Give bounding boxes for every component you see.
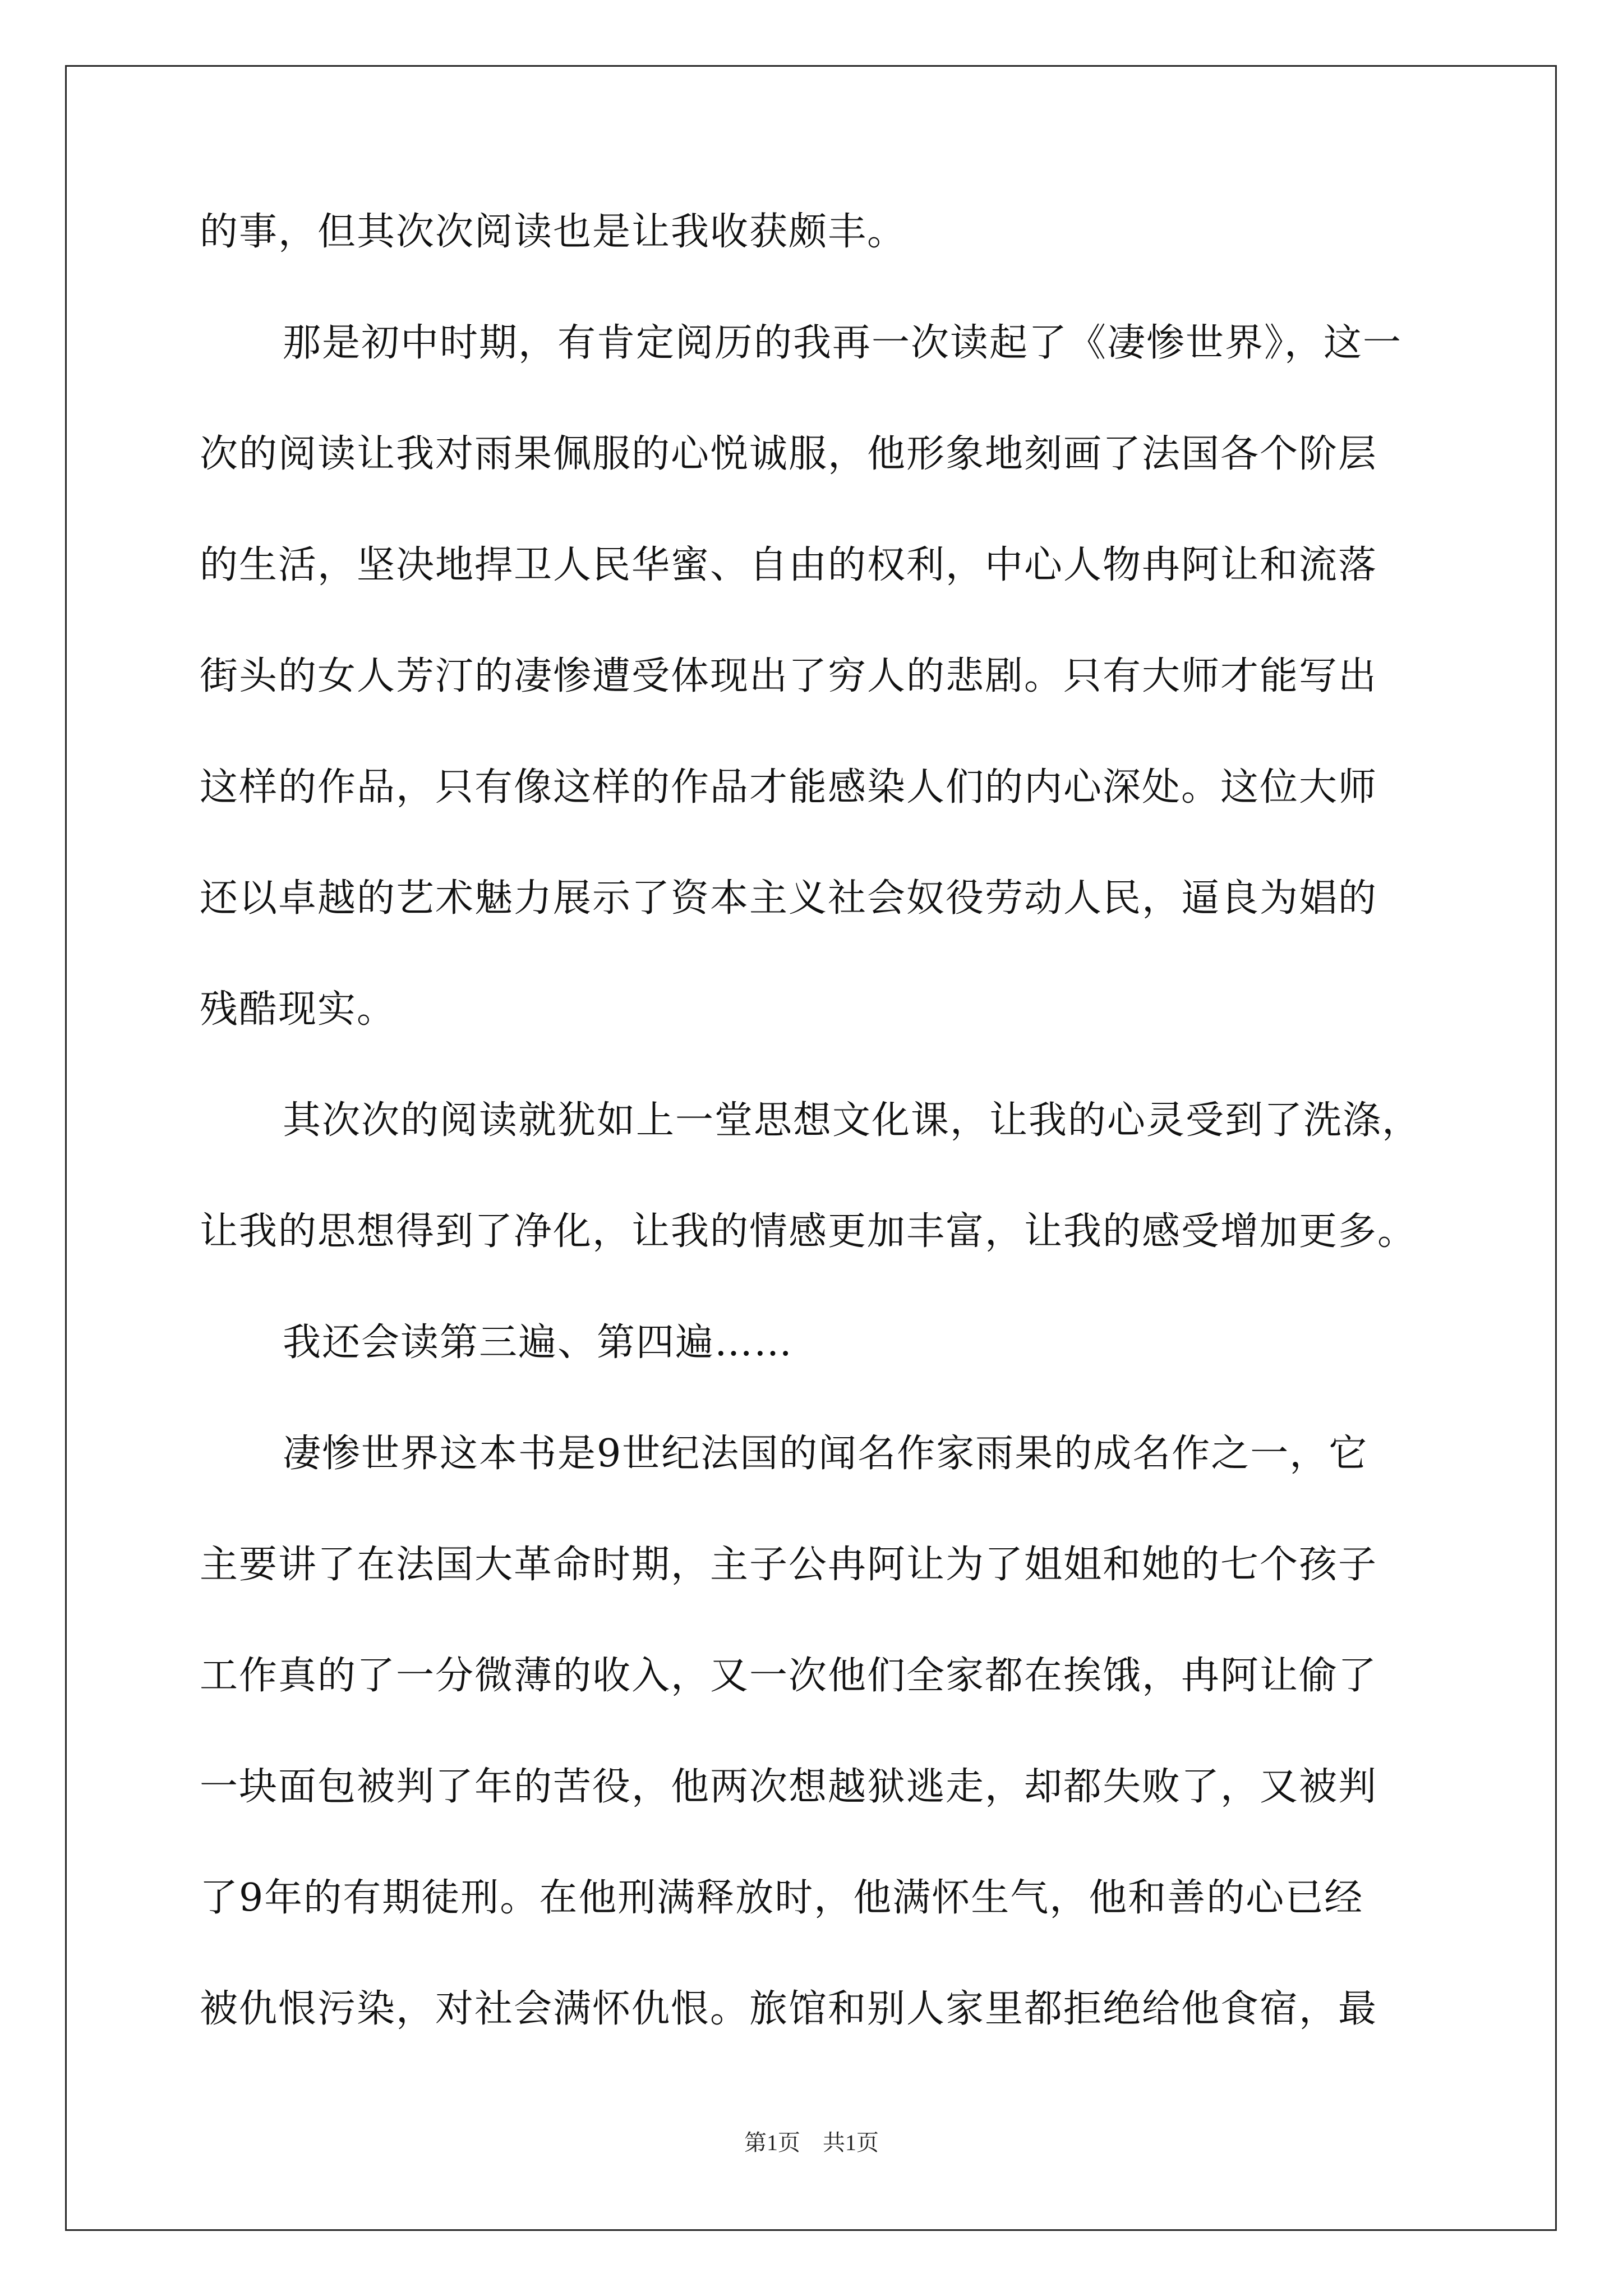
text-line: 一块面包被判了年的苦役，他两次想越狱逃走，却都失败了，又被判 xyxy=(200,1765,1378,1809)
text-line: 残酷现实。 xyxy=(200,987,396,1032)
paragraph-start-line: 那是初中时期，有肯定阅历的我再一次读起了《凄惨世界》，这一 xyxy=(283,321,1403,365)
text-line: 还以卓越的艺术魅力展示了资本主义社会奴役劳动人民，逼良为娼的 xyxy=(200,876,1378,921)
text-line: 的生活，坚决地捍卫人民华蜜、自由的权利，中心人物冉阿让和流落 xyxy=(200,543,1378,587)
text-line: 的事，但其次次阅读也是让我收获颇丰。 xyxy=(200,210,907,254)
text-line: 被仇恨污染，对社会满怀仇恨。旅馆和别人家里都拒绝给他食宿，最 xyxy=(200,1987,1378,2031)
text-line: 这样的作品，只有像这样的作品才能感染人们的内心深处。这位大师 xyxy=(200,765,1378,809)
text-line: 让我的思想得到了净化，让我的情感更加丰富，让我的感受增加更多。 xyxy=(200,1209,1417,1254)
text-line: 了9年的有期徒刑。在他刑满释放时，他满怀生气，他和善的心已经 xyxy=(200,1876,1364,1920)
paragraph-start-line: 凄惨世界这本书是9世纪法国的闻名作家雨果的成名作之一，它 xyxy=(283,1432,1368,1476)
paragraph-start-line: 其次次的阅读就犹如上一堂思想文化课，让我的心灵受到了洗涤， xyxy=(283,1098,1422,1143)
text-line: 街头的女人芳汀的凄惨遭受体现出了穷人的悲剧。只有大师才能写出 xyxy=(200,654,1378,698)
text-line: 次的阅读让我对雨果佩服的心悦诚服，他形象地刻画了法国各个阶层 xyxy=(200,432,1378,476)
page-footer xyxy=(0,2131,1623,2155)
page-number-total: 共1页 xyxy=(823,2130,879,2155)
page-number-current: 第1页 xyxy=(744,2130,800,2155)
paragraph-start-line: 我还会读第三遍、第四遍…… xyxy=(283,1320,794,1365)
text-line: 主要讲了在法国大革命时期，主子公冉阿让为了姐姐和她的七个孩子 xyxy=(200,1543,1378,1587)
text-line: 工作真的了一分微薄的收入，又一次他们全家都在挨饿，冉阿让偷了 xyxy=(200,1654,1378,1698)
